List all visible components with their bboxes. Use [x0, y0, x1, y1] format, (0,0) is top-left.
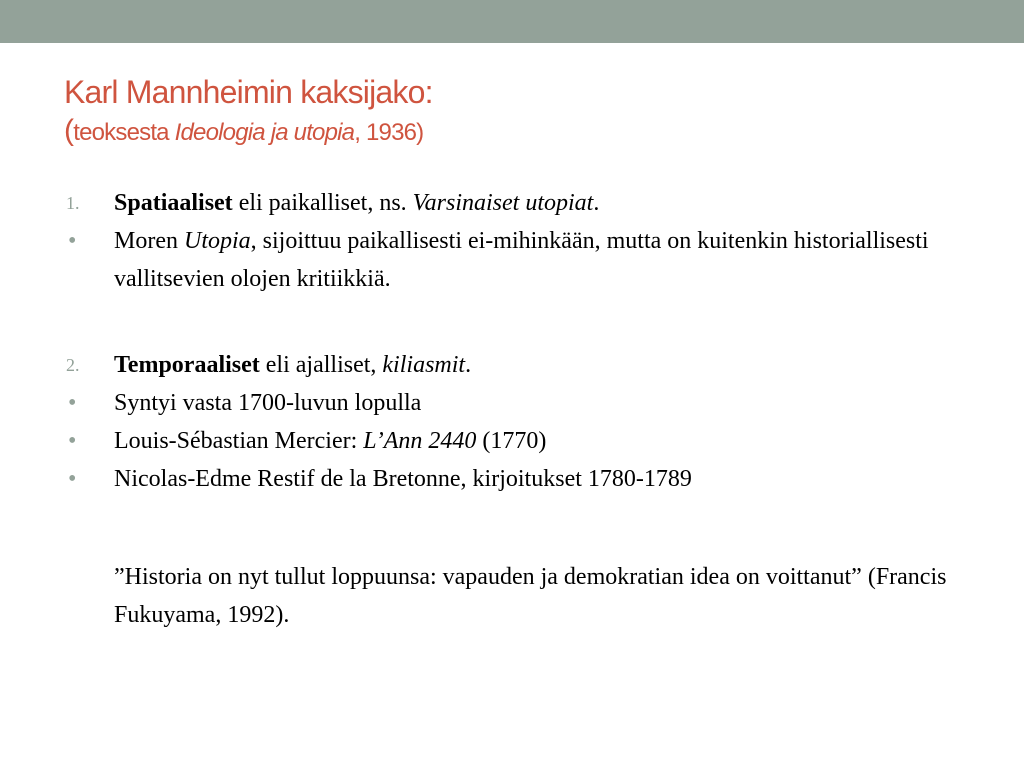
title-subtitle-pre: teoksesta: [73, 119, 175, 146]
list-item-6: [64, 460, 964, 498]
item-1-italic: Varsinaiset utopiat: [412, 190, 594, 216]
item-1-end: .: [593, 190, 600, 216]
slide-title: [64, 72, 964, 152]
item-3-bold: Temporaaliset: [114, 352, 260, 378]
title-subtitle-italic: Ideologia ja utopia: [174, 119, 355, 146]
item-2-pre: Moren: [114, 228, 184, 254]
item-5-post: (1770): [476, 428, 547, 454]
title-subtitle: [64, 112, 964, 152]
item-3-end: .: [465, 352, 472, 378]
bullet-icon: •: [68, 466, 77, 492]
spacer: [64, 298, 964, 346]
list-item-3: [64, 346, 964, 384]
list-number: 2.: [66, 355, 80, 375]
bullet-icon: •: [68, 390, 77, 416]
title-subtitle-post: , 1936): [354, 119, 424, 146]
list-item-4: [64, 384, 964, 422]
slide-body: [64, 184, 964, 634]
title-open-paren: (: [64, 114, 74, 147]
bullet-icon: •: [68, 228, 77, 254]
item-1-bold: Spatiaaliset: [114, 190, 233, 216]
list-number: 1.: [66, 193, 80, 213]
item-2-italic: Utopia: [183, 228, 251, 254]
list-item-2: [64, 222, 964, 298]
item-3-italic: kiliasmit: [382, 352, 466, 378]
quote: ”Historia on nyt tullut loppuunsa: vapauden ja demokratian idea on voittanut” (Francis Fukuyama, 1992).: [114, 564, 947, 628]
item-3-text: eli ajalliset,: [259, 352, 383, 378]
item-6-text: Nicolas-Edme Restif de la Bretonne, kirjoitukset 1780-1789: [114, 466, 692, 492]
list-item-5: [64, 422, 964, 460]
top-bar: [0, 0, 1024, 43]
item-5-italic: L’Ann 2440: [363, 428, 477, 454]
title-main: Karl Mannheimin kaksijako:: [64, 74, 433, 110]
item-4-text: Syntyi vasta 1700-luvun lopulla: [114, 390, 422, 416]
item-5-pre: Louis-Sébastian Mercier:: [114, 428, 364, 454]
list-item-1: [64, 184, 964, 222]
bullet-icon: •: [68, 428, 77, 454]
item-2-post: , sijoittuu paikallisesti ei-mihinkään, mutta on kuitenkin historiallisesti vallitsevien olojen kritiikkiä.: [114, 228, 929, 292]
item-1-text: eli paikalliset, ns.: [232, 190, 413, 216]
spacer: [64, 498, 964, 558]
